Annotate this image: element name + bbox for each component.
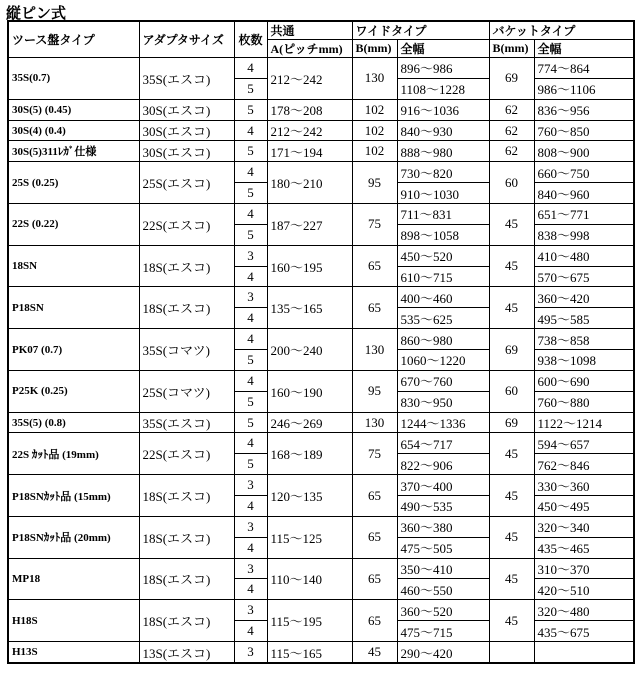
count-cell: 4	[234, 120, 267, 141]
bucket-b-cell: 45	[489, 245, 534, 287]
bucket-total-cell: 360〜420	[534, 287, 634, 308]
table-row	[8, 99, 634, 120]
adapter-cell: 18S(エスコ)	[139, 558, 234, 600]
wide-total-cell: 350〜410	[397, 558, 489, 579]
header-type: ツース盤タイプ	[8, 21, 139, 58]
bucket-total-cell: 838〜998	[534, 224, 634, 245]
type-cell: P18SN	[8, 287, 139, 329]
pitch-cell: 115〜165	[267, 642, 352, 663]
wide-total-cell: 898〜1058	[397, 224, 489, 245]
wide-total-cell: 730〜820	[397, 162, 489, 183]
count-cell: 4	[234, 329, 267, 350]
count-cell: 5	[234, 412, 267, 433]
wide-b-cell: 95	[352, 162, 397, 204]
type-cell: 30S(5)311ﾚｶﾞ仕様	[8, 141, 139, 162]
wide-b-cell: 65	[352, 558, 397, 600]
table-row	[8, 329, 634, 350]
header-row-top	[8, 21, 634, 40]
wide-b-cell: 45	[352, 642, 397, 663]
pitch-cell: 115〜125	[267, 516, 352, 558]
count-cell: 4	[234, 496, 267, 517]
bucket-b-cell: 60	[489, 162, 534, 204]
bucket-b-cell: 69	[489, 329, 534, 371]
wide-total-cell: 822〜906	[397, 454, 489, 475]
bucket-total-cell: 774〜864	[534, 58, 634, 79]
pitch-cell: 168〜189	[267, 433, 352, 475]
wide-total-cell: 830〜950	[397, 391, 489, 412]
wide-b-cell: 65	[352, 287, 397, 329]
count-cell: 4	[234, 162, 267, 183]
count-cell: 3	[234, 475, 267, 496]
count-cell: 5	[234, 183, 267, 204]
bucket-total-cell: 310〜370	[534, 558, 634, 579]
bucket-b-cell: 69	[489, 58, 534, 100]
wide-total-cell: 840〜930	[397, 120, 489, 141]
pitch-cell: 115〜195	[267, 600, 352, 642]
bucket-total-cell: 320〜340	[534, 516, 634, 537]
table-row	[8, 475, 634, 496]
type-cell: H18S	[8, 600, 139, 642]
bucket-total-cell: 760〜880	[534, 391, 634, 412]
bucket-total-cell: 600〜690	[534, 370, 634, 391]
wide-total-cell: 535〜625	[397, 308, 489, 329]
bucket-b-cell: 45	[489, 600, 534, 642]
wide-total-cell: 475〜505	[397, 537, 489, 558]
type-cell: 22S ｶｯﾄ品 (19mm)	[8, 433, 139, 475]
wide-b-cell: 65	[352, 516, 397, 558]
bucket-total-cell: 450〜495	[534, 496, 634, 517]
wide-b-cell: 65	[352, 475, 397, 517]
type-cell: PK07 (0.7)	[8, 329, 139, 371]
type-cell: 30S(5) (0.45)	[8, 99, 139, 120]
bucket-b-cell: 62	[489, 120, 534, 141]
table-row	[8, 141, 634, 162]
adapter-cell: 22S(エスコ)	[139, 204, 234, 246]
count-cell: 4	[234, 58, 267, 79]
count-cell: 4	[234, 621, 267, 642]
bucket-total-cell: 495〜585	[534, 308, 634, 329]
pitch-cell: 135〜165	[267, 287, 352, 329]
count-cell: 3	[234, 287, 267, 308]
bucket-b-cell: 45	[489, 433, 534, 475]
bucket-total-cell: 420〜510	[534, 579, 634, 600]
table-row	[8, 370, 634, 391]
bucket-total-cell: 410〜480	[534, 245, 634, 266]
count-cell: 4	[234, 433, 267, 454]
pitch-cell: 246〜269	[267, 412, 352, 433]
table-row	[8, 642, 634, 663]
wide-total-cell: 711〜831	[397, 204, 489, 225]
adapter-cell: 18S(エスコ)	[139, 287, 234, 329]
count-cell: 5	[234, 454, 267, 475]
wide-total-cell: 1108〜1228	[397, 78, 489, 99]
count-cell: 4	[234, 370, 267, 391]
count-cell: 3	[234, 600, 267, 621]
count-cell: 4	[234, 308, 267, 329]
pitch-cell: 120〜135	[267, 475, 352, 517]
pitch-cell: 187〜227	[267, 204, 352, 246]
count-cell: 3	[234, 245, 267, 266]
header-wide-total: 全幅	[397, 40, 489, 58]
bucket-total-cell: 762〜846	[534, 454, 634, 475]
bucket-b-cell: 62	[489, 141, 534, 162]
wide-b-cell: 75	[352, 204, 397, 246]
pitch-cell: 200〜240	[267, 329, 352, 371]
count-cell: 5	[234, 224, 267, 245]
count-cell: 4	[234, 579, 267, 600]
wide-total-cell: 860〜980	[397, 329, 489, 350]
wide-total-cell: 490〜535	[397, 496, 489, 517]
table-row	[8, 120, 634, 141]
bucket-total-cell: 938〜1098	[534, 350, 634, 371]
adapter-cell: 30S(エスコ)	[139, 141, 234, 162]
wide-b-cell: 65	[352, 245, 397, 287]
count-cell: 5	[234, 99, 267, 120]
table-row	[8, 287, 634, 308]
pitch-cell: 212〜242	[267, 120, 352, 141]
wide-b-cell: 102	[352, 99, 397, 120]
adapter-cell: 35S(コマツ)	[139, 329, 234, 371]
table-row	[8, 516, 634, 537]
bucket-b-cell: 62	[489, 99, 534, 120]
wide-total-cell: 450〜520	[397, 245, 489, 266]
count-cell: 3	[234, 558, 267, 579]
table-row	[8, 600, 634, 621]
wide-b-cell: 102	[352, 141, 397, 162]
adapter-cell: 18S(エスコ)	[139, 475, 234, 517]
adapter-cell: 35S(エスコ)	[139, 58, 234, 100]
wide-b-cell: 65	[352, 600, 397, 642]
pitch-cell: 110〜140	[267, 558, 352, 600]
bucket-total-cell: 435〜465	[534, 537, 634, 558]
type-cell: 25S (0.25)	[8, 162, 139, 204]
count-cell: 5	[234, 141, 267, 162]
bucket-total-cell: 570〜675	[534, 266, 634, 287]
table-row	[8, 558, 634, 579]
table-row	[8, 162, 634, 183]
type-cell: P18SNｶｯﾄ品 (15mm)	[8, 475, 139, 517]
wide-total-cell: 670〜760	[397, 370, 489, 391]
pitch-cell: 160〜195	[267, 245, 352, 287]
wide-total-cell: 654〜717	[397, 433, 489, 454]
wide-total-cell: 370〜400	[397, 475, 489, 496]
bucket-b-cell: 45	[489, 516, 534, 558]
type-cell: MP18	[8, 558, 139, 600]
wide-total-cell: 475〜715	[397, 621, 489, 642]
pitch-cell: 171〜194	[267, 141, 352, 162]
bucket-total-cell: 660〜750	[534, 162, 634, 183]
header-wide-b: B(mm)	[352, 40, 397, 58]
pitch-cell: 212〜242	[267, 58, 352, 100]
header-pitch: A(ピッチmm)	[267, 40, 352, 58]
type-cell: P25K (0.25)	[8, 370, 139, 412]
type-cell: 30S(4) (0.4)	[8, 120, 139, 141]
type-cell: H13S	[8, 642, 139, 663]
table-row	[8, 204, 634, 225]
bucket-total-cell: 840〜960	[534, 183, 634, 204]
wide-b-cell: 102	[352, 120, 397, 141]
wide-total-cell: 910〜1030	[397, 183, 489, 204]
bucket-total-cell: 836〜956	[534, 99, 634, 120]
bucket-total-cell: 986〜1106	[534, 78, 634, 99]
bucket-total-cell: 808〜900	[534, 141, 634, 162]
wide-b-cell: 130	[352, 412, 397, 433]
wide-b-cell: 95	[352, 370, 397, 412]
wide-total-cell: 1244〜1336	[397, 412, 489, 433]
table-body	[8, 58, 634, 664]
pitch-cell: 178〜208	[267, 99, 352, 120]
count-cell: 4	[234, 266, 267, 287]
bucket-b-cell: 45	[489, 287, 534, 329]
adapter-cell: 18S(エスコ)	[139, 516, 234, 558]
adapter-cell: 25S(エスコ)	[139, 162, 234, 204]
wide-total-cell: 916〜1036	[397, 99, 489, 120]
count-cell: 5	[234, 391, 267, 412]
bucket-total-cell	[534, 642, 634, 663]
bucket-total-cell: 320〜480	[534, 600, 634, 621]
header-bucket-b: B(mm)	[489, 40, 534, 58]
bucket-b-cell: 45	[489, 204, 534, 246]
page-title: 縦ピン式	[6, 4, 67, 22]
bucket-total-cell: 651〜771	[534, 204, 634, 225]
wide-total-cell: 888〜980	[397, 141, 489, 162]
wide-b-cell: 75	[352, 433, 397, 475]
bucket-total-cell: 594〜657	[534, 433, 634, 454]
adapter-cell: 18S(エスコ)	[139, 600, 234, 642]
count-cell: 3	[234, 516, 267, 537]
wide-total-cell: 896〜986	[397, 58, 489, 79]
wide-b-cell: 130	[352, 329, 397, 371]
bucket-b-cell: 60	[489, 370, 534, 412]
header-wide-type: ワイドタイプ	[352, 21, 489, 40]
header-adapter: アダプタサイズ	[139, 21, 234, 58]
wide-total-cell: 400〜460	[397, 287, 489, 308]
bucket-b-cell: 45	[489, 475, 534, 517]
adapter-cell: 13S(エスコ)	[139, 642, 234, 663]
spec-table	[7, 20, 635, 664]
table-row	[8, 433, 634, 454]
count-cell: 4	[234, 204, 267, 225]
count-cell: 3	[234, 642, 267, 663]
table-row	[8, 58, 634, 79]
bucket-b-cell: 69	[489, 412, 534, 433]
table-row	[8, 245, 634, 266]
wide-total-cell: 360〜380	[397, 516, 489, 537]
bucket-total-cell: 1122〜1214	[534, 412, 634, 433]
count-cell: 4	[234, 537, 267, 558]
pitch-cell: 180〜210	[267, 162, 352, 204]
adapter-cell: 18S(エスコ)	[139, 245, 234, 287]
header-bucket-total: 全幅	[534, 40, 634, 58]
wide-total-cell: 460〜550	[397, 579, 489, 600]
wide-total-cell: 1060〜1220	[397, 350, 489, 371]
bucket-b-cell	[489, 642, 534, 663]
type-cell: P18SNｶｯﾄ品 (20mm)	[8, 516, 139, 558]
adapter-cell: 22S(エスコ)	[139, 433, 234, 475]
bucket-total-cell: 330〜360	[534, 475, 634, 496]
table-row	[8, 412, 634, 433]
type-cell: 22S (0.22)	[8, 204, 139, 246]
bucket-total-cell: 738〜858	[534, 329, 634, 350]
wide-b-cell: 130	[352, 58, 397, 100]
adapter-cell: 35S(エスコ)	[139, 412, 234, 433]
adapter-cell: 25S(コマツ)	[139, 370, 234, 412]
type-cell: 35S(0.7)	[8, 58, 139, 100]
header-bucket-type: バケットタイプ	[489, 21, 634, 40]
count-cell: 5	[234, 78, 267, 99]
adapter-cell: 30S(エスコ)	[139, 99, 234, 120]
type-cell: 18SN	[8, 245, 139, 287]
bucket-b-cell: 45	[489, 558, 534, 600]
type-cell: 35S(5) (0.8)	[8, 412, 139, 433]
adapter-cell: 30S(エスコ)	[139, 120, 234, 141]
header-common: 共通	[267, 21, 352, 40]
pitch-cell: 160〜190	[267, 370, 352, 412]
wide-total-cell: 290〜420	[397, 642, 489, 663]
count-cell: 5	[234, 350, 267, 371]
header-count: 枚数	[234, 21, 267, 58]
bucket-total-cell: 435〜675	[534, 621, 634, 642]
wide-total-cell: 360〜520	[397, 600, 489, 621]
bucket-total-cell: 760〜850	[534, 120, 634, 141]
wide-total-cell: 610〜715	[397, 266, 489, 287]
